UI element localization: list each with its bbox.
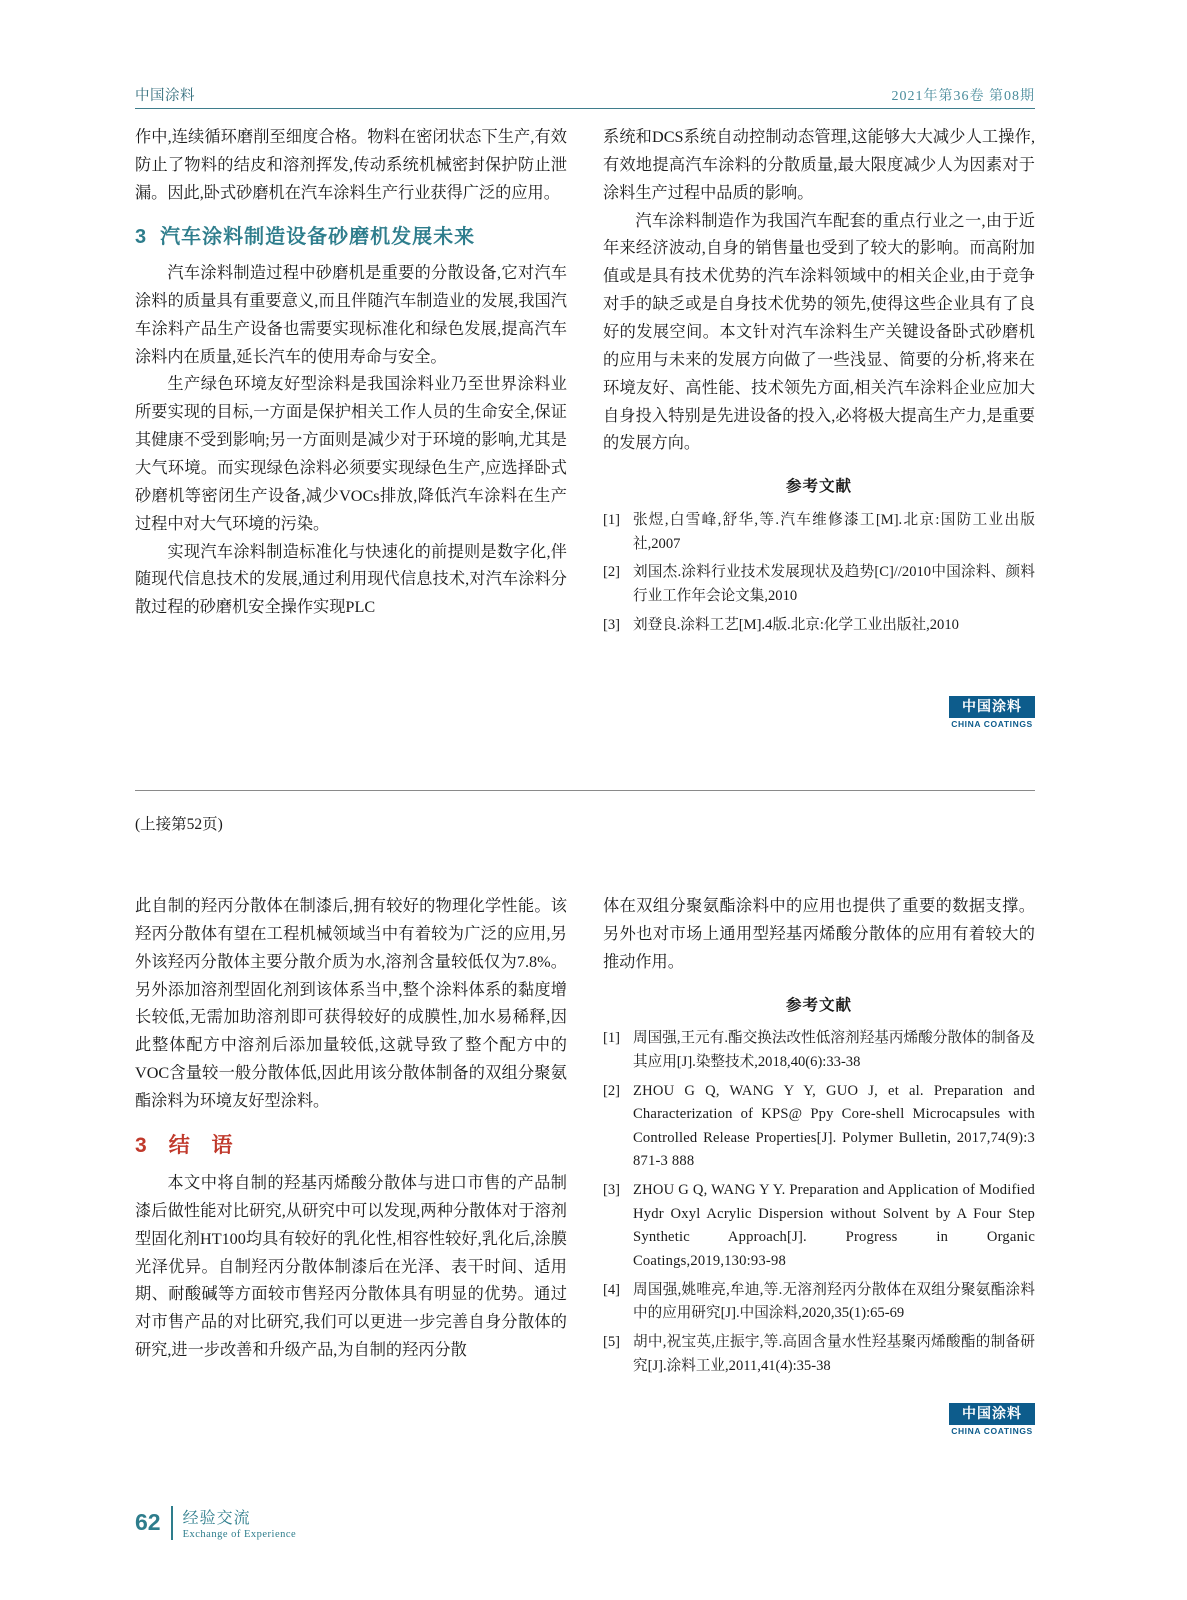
- section-number: 3: [135, 1133, 147, 1157]
- references-heading: 参考文献: [785, 996, 852, 1014]
- references-heading: 参考文献: [785, 478, 852, 496]
- footer-section-en: Exchange of Experience: [182, 1529, 297, 1540]
- section-heading-3-equipment: [135, 220, 567, 254]
- references-list: [603, 509, 1035, 637]
- reference-text: 张煜,白雪峰,舒华,等.汽车维修漆工[M].北京:国防工业出版社,2007: [633, 511, 1035, 552]
- paragraph: 实现汽车涂料制造标准化与快速化的前提则是数字化,伴随现代信息技术的发展,通过利用现代信息技术,对汽车涂料分散过程的砂磨机安全操作实现PLC: [135, 542, 567, 617]
- reference-text: 周国强,姚唯亮,牟迪,等.无溶剂羟丙分散体在双组分聚氨酯涂料中的应用研究[J].中国涂料,2020,35(1):65-69: [633, 1281, 1035, 1322]
- paragraph: 汽车涂料制造作为我国汽车配套的重点行业之一,由于近年来经济波动,自身的销售量也受到了较大的影响。而高附加值或是具有技术优势的汽车涂料领域中的相关企业,由于竞争对手的缺乏或是自身技术优势的领先,使得这些企业具有了良好的发展空间。本文针对汽车涂料生产关键设备卧式砂磨机的应用与未来的发展方向做了一些浅显、简要的分析,将来在环境友好、高性能、技术领先方面,相关汽车涂料企业应加大自身投入特别是先进设备的投入,必将极大提高生产力,是重要的发展方向。: [603, 211, 1035, 453]
- section-title: 汽车涂料制造设备砂磨机发展未来: [160, 225, 476, 248]
- brand-logo-top: [603, 696, 1035, 729]
- reference-item: [603, 1027, 1035, 1074]
- reference-tag: [2]: [603, 564, 621, 581]
- reference-tag: [4]: [603, 1281, 621, 1298]
- bottom-article-left-column: [135, 893, 567, 1365]
- footer-section-cn: 经验交流: [182, 1510, 251, 1527]
- reference-tag: [5]: [603, 1333, 621, 1350]
- references-list: [603, 1027, 1035, 1378]
- footer-section-labels: [183, 1505, 297, 1540]
- section-heading-3-conclusion: [135, 1128, 567, 1164]
- header-issue-info: 2021年第36卷 第08期: [891, 89, 1035, 104]
- page-header: [135, 84, 1035, 105]
- reference-item: [603, 561, 1035, 608]
- reference-item: [603, 1279, 1035, 1326]
- reference-text: 周国强,王元有.酯交换法改性低溶剂羟基丙烯酸分散体的制备及其应用[J].染整技术,2018,40(6):33-38: [633, 1030, 1035, 1070]
- china-coatings-logo: [949, 1403, 1035, 1436]
- reference-item: [603, 1179, 1035, 1274]
- reference-tag: [1]: [603, 511, 621, 528]
- section-number: 3: [135, 225, 147, 248]
- logo-cn-text: 中国涂料: [949, 1403, 1035, 1425]
- reference-item: [603, 614, 1035, 638]
- reference-item: [603, 1331, 1035, 1378]
- section-title: 结 语: [168, 1133, 241, 1157]
- reference-text: ZHOU G Q, WANG Y Y. Preparation and Application of Modified Hydr Oxyl Acrylic Dispersion without Solvent by A Four Step Synthetic Approach[J]. Progress in Organic Coatings,2019,130:93-98: [633, 1182, 1035, 1269]
- reference-item: [603, 1080, 1035, 1175]
- paragraph-continued: 作中,连续循环磨削至细度合格。物料在密闭状态下生产,有效防止了物料的结皮和溶剂挥发,传动系统机械密封保护防止泄漏。因此,卧式砂磨机在汽车涂料生产行业获得广泛的应用。: [135, 128, 567, 202]
- logo-en-text: CHINA COATINGS: [951, 1425, 1033, 1436]
- bottom-article-right-column: [603, 893, 1035, 1383]
- reference-text: 刘登良.涂料工艺[M].4版.北京:化学工业出版社,2010: [633, 616, 959, 633]
- paragraph: 体在双组分聚氨酯涂料中的应用也提供了重要的数据支撑。另外也对市场上通用型羟基丙烯酸分散体的应用有着较大的推动作用。: [603, 897, 1035, 971]
- paragraph: 此自制的羟丙分散体在制漆后,拥有较好的物理化学性能。该羟丙分散体有望在工程机械领域当中有着较为广泛的应用,另外该羟丙分散体主要分散介质为水,溶剂含量较低仅为7.8%。另外添加溶剂型固化剂到该体系当中,整个涂料体系的黏度增长较低,无需加助溶剂即可获得较好的成膜性,加水易稀释,因此整体配方中溶剂后添加量较低,这就导致了整个配方中的VOC含量较一般分散体低,因此用该分散体制备的双组分聚氨酯涂料为环境友好型涂料。: [135, 897, 567, 1111]
- reference-tag: [3]: [603, 1182, 621, 1199]
- footer-divider-bar: [171, 1506, 173, 1540]
- logo-en-text: CHINA COATINGS: [951, 718, 1033, 729]
- reference-item: [603, 509, 1035, 556]
- china-coatings-logo: [949, 696, 1035, 729]
- reference-tag: [3]: [603, 616, 621, 633]
- logo-cn-text: 中国涂料: [949, 696, 1035, 718]
- paragraph: 生产绿色环境友好型涂料是我国涂料业乃至世界涂料业所要实现的目标,一方面是保护相关工作人员的生命安全,保证其健康不受到影响;另一方面则是减少对于环境的影响,尤其是大气环境。而实现绿色涂料必须要实现绿色生产,应选择卧式砂磨机等密闭生产设备,减少VOCs排放,降低汽车涂料在生产过程中对大气环境的污染。: [135, 375, 567, 533]
- reference-tag: [1]: [603, 1030, 621, 1047]
- header-divider: [135, 108, 1035, 109]
- paragraph: 本文中将自制的羟基丙烯酸分散体与进口市售的产品制漆后做性能对比研究,从研究中可以发现,两种分散体对于溶剂型固化剂HT100均具有较好的乳化性,相容性较好,乳化后,涂膜光泽优异。自制羟丙分散体制漆后在光泽、表干时间、适用期、耐酸碱等方面较市售羟丙分散体具有明显的优势。通过对市售产品的对比研究,我们可以更进一步完善自身分散体的研究,进一步改善和升级产品,为自制的羟丙分散: [135, 1173, 567, 1360]
- top-article-left-column: [135, 124, 567, 622]
- reference-tag: [2]: [603, 1082, 621, 1099]
- continued-from-note: (上接第52页): [135, 816, 223, 833]
- reference-text: 胡中,祝宝英,庄振宇,等.高固含量水性羟基聚丙烯酸酯的制备研究[J].涂料工业,2011,41(4):35-38: [633, 1333, 1035, 1374]
- top-article-right-column: [603, 124, 1035, 642]
- page-number: 62: [135, 1509, 161, 1535]
- reference-text: ZHOU G Q, WANG Y Y, GUO J, et al. Preparation and Characterization of KPS@ Ppy Core-shell Microcapsules with Controlled Release Properties[J]. Polymer Bulletin, 2017,74(9):3 871-3 888: [633, 1082, 1035, 1170]
- page-footer: [135, 1505, 296, 1540]
- brand-logo-bottom: [603, 1403, 1035, 1436]
- article-divider: [135, 790, 1035, 791]
- header-journal-name: 中国涂料: [135, 88, 195, 104]
- reference-text: 刘国杰.涂料行业技术发展现状及趋势[C]//2010中国涂料、颜料行业工作年会论文集,2010: [633, 564, 1035, 604]
- paragraph: 汽车涂料制造过程中砂磨机是重要的分散设备,它对汽车涂料的质量具有重要意义,而且伴随汽车制造业的发展,我国汽车涂料产品生产设备也需要实现标准化和绿色发展,提高汽车涂料内在质量,延长汽车的使用寿命与安全。: [135, 263, 567, 366]
- paragraph-continued: 系统和DCS系统自动控制动态管理,这能够大大减少人工操作,有效地提高汽车涂料的分散质量,最大限度减少人为因素对于涂料生产过程中品质的影响。: [603, 128, 1035, 202]
